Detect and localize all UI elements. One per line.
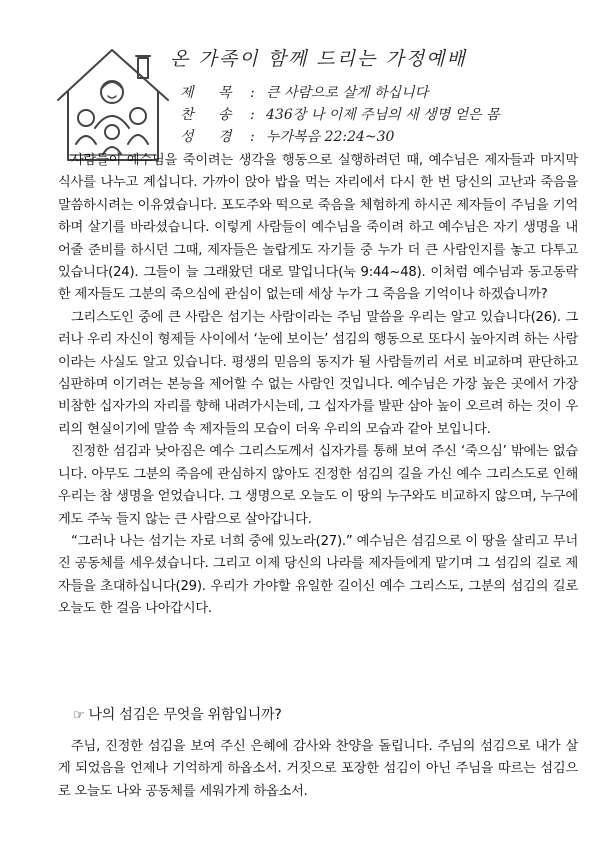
page-title: 온 가족이 함께 드리는 가정예배 xyxy=(170,48,467,70)
hymn-label: 찬 송 xyxy=(180,107,242,123)
sermon-body xyxy=(58,150,578,621)
colon: : xyxy=(250,85,255,101)
sermon-title-label: 제 목 xyxy=(180,85,242,101)
prayer-text: 주님, 진정한 섬김을 보여 주신 은혜에 감사와 찬양을 돌립니다. 주님의 섬김으로 내가 살게 되었음을 언제나 기억하게 하옵소서. 거짓으로 포장한 섬김이 아닌 주님을 따르는 섬김으로 오늘도 나와 공동체를 세워가게 하옵소서. xyxy=(58,739,578,799)
sermon-info xyxy=(180,82,580,148)
closing-prayer xyxy=(58,736,578,803)
paragraph-3: 진정한 섬김과 낮아짐은 예수 그리스도께서 십자가를 통해 보여 주신 ‘죽으심’ 밖에는 없습니다. 아무도 그분의 죽음에 관심하지 않아도 진정한 섬김의 길을 가신 예수 그리스도로 인해 우리는 참 생명을 얻었습니다. 그 생명으로 오늘도 이 땅의 누구와도 비교하지 않으며, 누구에게도 주눅 들지 않는 큰 사람으로 살아갑니다. xyxy=(58,444,578,527)
scripture-label: 성 경 xyxy=(180,129,242,145)
paragraph-4: “그러나 나는 섬기는 자로 너희 중에 있노라(27).” 예수님은 섬김으로 이 땅을 살리고 무너진 공동체를 세우셨습니다. 그리고 이제 당신의 나라를 제자들에게 맡기며 그 섬김의 길로 제자들을 초대하십니다(29). 우리가 가야할 유일한 길이신 예수 그리스도, 그분의 섬김의 길로 오늘도 한 걸음 나아갑시다. xyxy=(58,533,578,617)
paragraph-2: 그리스도인 중에 큰 사람은 섬기는 사람이라는 주님 말씀을 우리는 알고 있습니다(26). 그러나 우리 자신이 형제들 사이에서 ‘눈에 보이는’ 섬김의 행동으로 또다시 높아지려 하는 사람이라는 사실도 알고 있습니다. 평생의 믿음의 동지가 될 사람들끼리 서로 비교하며 판단하고 심판하며 이기려는 본능을 제어할 수 없는 사람인 것입니다. 예수님은 가장 높은 곳에서 가장 비참한 십자가의 자리를 향해 내려가시는데, 그 십자가를 발판 삼아 높이 오르려 하는 것이 우리의 현실이기에 말씀 속 제자들의 모습이 더욱 우리의 모습과 같아 보입니다. xyxy=(58,309,578,437)
question-text: 나의 섬김은 무엇을 위함입니까? xyxy=(88,707,282,723)
sermon-title-value: 큰 사람으로 살게 하십니다 xyxy=(266,85,429,101)
colon: : xyxy=(250,129,255,145)
scripture-value: 누가복음 22:24~30 xyxy=(266,129,395,145)
paragraph-1: 사람들이 예수님을 죽이려는 생각을 행동으로 실행하려던 때, 예수님은 제자들과 마지막 식사를 나누고 계십니다. 가까이 앉아 밥을 먹는 자리에서 다시 한 번 당신의 고난과 죽음을 말씀하시려는 이유였습니다. 포도주와 떡으로 죽음을 체험하게 하시곤 제자들이 주님을 기억하며 살기를 바라셨습니다. 이렇게 사람들이 예수님을 죽이려 하고 예수님은 자기 생명을 내어줄 준비를 하시던 그때, 제자들은 놀랍게도 자기들 중 누가 더 큰 사람인지를 놓고 다투고 있습니다(24). 그들이 늘 그래왔던 대로 말입니다(눅 9:44~48). 이처럼 예수님과 동고동락한 제자들도 그분의 죽으심에 관심이 없는데 세상 누가 그 죽음을 기억이나 하겠습니까? xyxy=(58,153,578,303)
hymn-row xyxy=(180,104,580,126)
scripture-row xyxy=(180,126,580,148)
pointing-hand-icon: ☞ xyxy=(73,708,85,723)
reflection-question xyxy=(73,704,282,727)
sermon-title-row xyxy=(180,82,580,104)
family-house-illustration xyxy=(50,40,175,165)
hymn-value: 436장 나 이제 주님의 새 생명 얻은 몸 xyxy=(266,107,500,123)
colon: : xyxy=(250,107,255,123)
